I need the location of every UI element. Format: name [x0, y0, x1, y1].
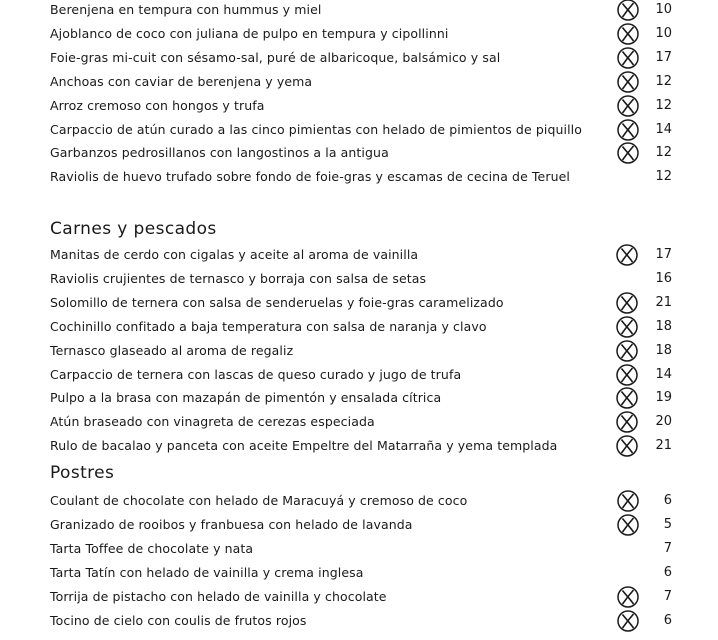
dish-price: 16 [655, 270, 672, 286]
crossed-circle-icon [616, 118, 640, 142]
dish-price: 12 [655, 169, 672, 185]
dish-name: Raviolis crujientes de ternasco y borraja con salsa de setas [50, 270, 427, 286]
dish-name: Ajoblanco de coco con juliana de pulpo en tempura y cipollinni [50, 25, 449, 41]
crossed-circle-icon [615, 291, 639, 315]
crossed-circle-icon [616, 0, 640, 22]
crossed-circle-icon [615, 315, 639, 339]
crossed-circle-icon [616, 46, 640, 70]
dish-name: Foie-gras mi-cuit con sésamo-sal, puré de albaricoque, balsámico y sal [50, 49, 501, 65]
dish-name: Raviolis de huevo trufado sobre fondo de foie-gras y escamas de cecina de Teruel [50, 169, 570, 185]
menu-item [50, 563, 670, 583]
dish-name: Torrija de pistacho con helado de vainilla y chocolate [50, 588, 387, 604]
menu-item [50, 120, 670, 140]
dish-price: 12 [655, 97, 672, 113]
dish-name: Tarta Toffee de chocolate y nata [50, 540, 254, 556]
dish-price: 17 [655, 247, 672, 262]
dish-name: Garbanzos pedrosillanos con langostinos a la antigua [50, 145, 389, 161]
dish-name: Ternasco glaseado al aroma de regaliz [50, 342, 294, 358]
dish-name: Pulpo a la brasa con mazapán de pimentón y ensalada cítrica [50, 390, 442, 406]
dish-name: Carpaccio de atún curado a las cinco pimientas con helado de pimientos de piquillo [50, 121, 582, 137]
dish-price: 7 [663, 540, 672, 556]
dish-price: 10 [655, 25, 672, 41]
crossed-circle-icon [616, 141, 640, 165]
dish-name: Coulant de chocolate con helado de Maracuyá y cremoso de coco [50, 493, 468, 508]
menu-item [50, 341, 670, 361]
crossed-circle-icon [616, 609, 640, 633]
dish-price: 21 [655, 438, 672, 454]
section-heading-postres: Postres [50, 463, 115, 483]
dish-name: Tocino de cielo con coulis de frutos rojos [50, 612, 307, 628]
crossed-circle-icon [616, 489, 640, 513]
dish-name: Atún braseado con vinagreta de cerezas especiada [50, 414, 375, 430]
crossed-circle-icon [615, 363, 639, 387]
dish-price: 6 [663, 564, 672, 580]
dish-price: 18 [655, 342, 672, 358]
dish-name: Cochinillo confitado a baja temperatura con salsa de naranja y clavo [50, 318, 487, 334]
dish-price: 21 [655, 294, 672, 310]
menu-item [50, 388, 670, 408]
dish-price: 12 [655, 73, 672, 89]
dish-name: Granizado de rooibos y franbuesa con helado de lavanda [50, 516, 413, 532]
crossed-circle-icon [615, 410, 639, 434]
crossed-circle-icon [616, 585, 640, 609]
dish-price: 5 [663, 516, 672, 532]
menu-item [50, 539, 670, 559]
menu-item [50, 167, 670, 187]
menu-item [50, 317, 670, 337]
dish-name: Carpaccio de ternera con lascas de queso curado y jugo de trufa [50, 366, 462, 382]
crossed-circle-icon [615, 434, 639, 458]
menu-item [50, 24, 670, 44]
menu-item [50, 72, 670, 92]
menu-item [50, 611, 670, 631]
dish-name: Arroz cremoso con hongos y trufa [50, 97, 265, 113]
crossed-circle-icon [616, 94, 640, 118]
dish-price: 14 [655, 121, 672, 137]
dish-price: 12 [655, 145, 672, 161]
dish-name: Anchoas con caviar de berenjena y yema [50, 73, 313, 89]
dish-name: Berenjena en tempura con hummus y miel [50, 2, 322, 17]
dish-price: 19 [655, 390, 672, 406]
menu-item [50, 48, 670, 68]
crossed-circle-icon [615, 386, 639, 410]
dish-name: Solomillo de ternera con salsa de senderuelas y foie-gras caramelizado [50, 294, 504, 310]
section-heading-carnes: Carnes y pescados [50, 219, 217, 239]
menu-item [50, 269, 670, 289]
dish-name: Rulo de bacalao y panceta con aceite Empeltre del Matarraña y yema templada [50, 438, 558, 454]
dish-price: 10 [655, 2, 672, 17]
menu-item [50, 293, 670, 313]
dish-price: 18 [655, 318, 672, 334]
crossed-circle-icon [616, 70, 640, 94]
dish-price: 7 [663, 588, 672, 604]
menu-item [50, 245, 670, 265]
menu-item [50, 96, 670, 116]
dish-price: 6 [663, 493, 672, 508]
dish-price: 6 [663, 612, 672, 628]
crossed-circle-icon [615, 339, 639, 363]
crossed-circle-icon [616, 513, 640, 537]
crossed-circle-icon [615, 243, 639, 267]
menu-item [50, 587, 670, 607]
dish-name: Manitas de cerdo con cigalas y aceite al aroma de vainilla [50, 247, 419, 262]
crossed-circle-icon [616, 22, 640, 46]
dish-name: Tarta Tatín con helado de vainilla y crema inglesa [50, 564, 364, 580]
dish-price: 20 [655, 414, 672, 430]
dish-price: 17 [655, 49, 672, 65]
menu-item [50, 365, 670, 385]
menu-item [50, 0, 670, 20]
menu-item [50, 436, 670, 456]
menu-item [50, 143, 670, 163]
menu-item [50, 412, 670, 432]
menu-item [50, 515, 670, 535]
dish-price: 14 [655, 366, 672, 382]
menu-item [50, 491, 670, 511]
